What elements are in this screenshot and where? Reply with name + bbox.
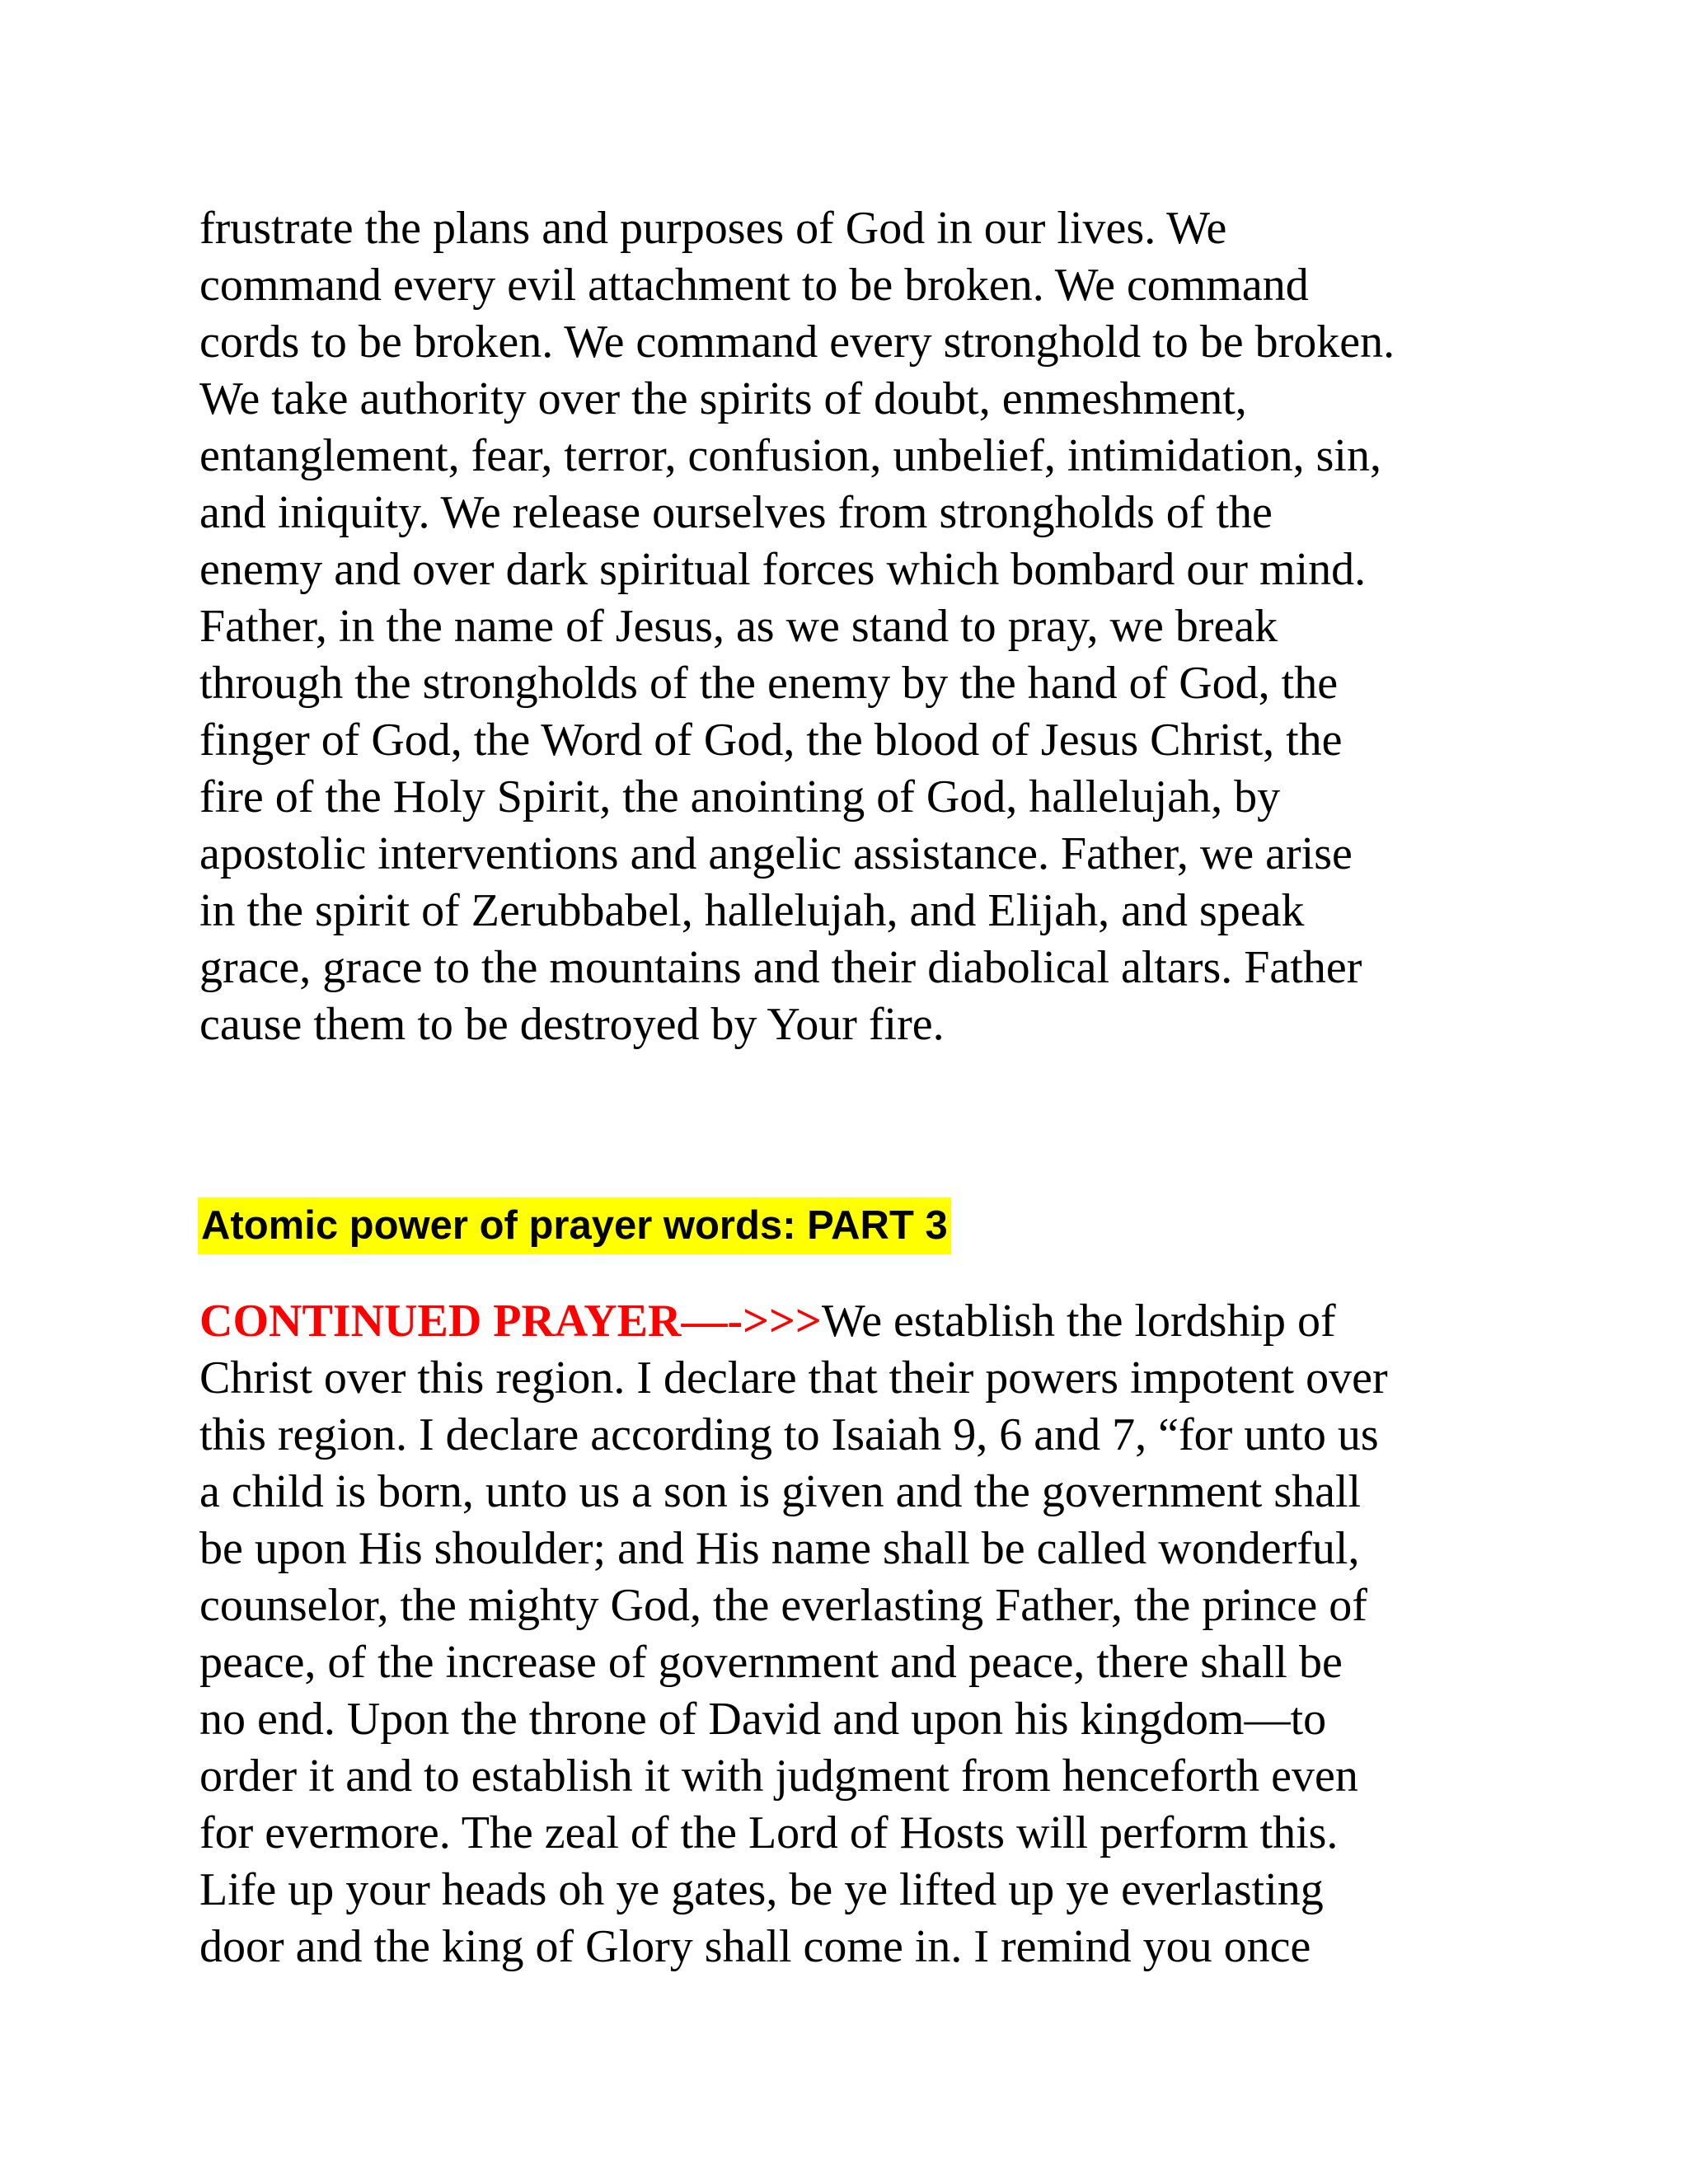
text-line: Life up your heads oh ye gates, be ye lifted up ye everlasting xyxy=(199,1864,1324,1915)
text-line: peace, of the increase of government and peace, there shall be xyxy=(199,1637,1343,1688)
section-heading: Atomic power of prayer words: PART 3 xyxy=(198,1197,951,1254)
text-line-first-rest: We establish the lordship of xyxy=(821,1296,1336,1347)
text-line: Father, in the name of Jesus, as we stand to pray, we break xyxy=(199,601,1278,652)
text-line: grace, grace to the mountains and their diabolical altars. Father xyxy=(199,942,1362,993)
text-line: counselor, the mighty God, the everlasting Father, the prince of xyxy=(199,1580,1367,1631)
text-line: in the spirit of Zerubbabel, hallelujah, and Elijah, and speak xyxy=(199,885,1305,936)
text-line: be upon His shoulder; and His name shall be called wonderful, xyxy=(199,1523,1360,1574)
text-line: frustrate the plans and purposes of God in our lives. We xyxy=(199,203,1227,254)
text-line: entanglement, fear, terror, confusion, unbelief, intimidation, sin, xyxy=(199,430,1381,481)
text-line: apostolic interventions and angelic assistance. Father, we arise xyxy=(199,828,1353,879)
text-line: for evermore. The zeal of the Lord of Hosts will perform this. xyxy=(199,1807,1339,1858)
text-line: and iniquity. We release ourselves from strongholds of the xyxy=(199,487,1273,538)
text-line: order it and to establish it with judgment from henceforth even xyxy=(199,1750,1358,1802)
text-line: a child is born, unto us a son is given and the government shall xyxy=(199,1466,1362,1517)
text-line: through the strongholds of the enemy by the hand of God, the xyxy=(199,658,1339,709)
text-line: We take authority over the spirits of doubt, enmeshment, xyxy=(199,373,1247,424)
text-line: cords to be broken. We command every stronghold to be broken. xyxy=(199,316,1395,368)
continued-prayer-label: CONTINUED PRAYER—->>> xyxy=(199,1296,822,1347)
text-line: enemy and over dark spiritual forces which bombard our mind. xyxy=(199,544,1367,595)
text-line-first xyxy=(199,1293,1336,1350)
text-line: command every evil attachment to be broken. We command xyxy=(199,260,1309,311)
text-line: this region. I declare according to Isaiah 9, 6 and 7, “for unto us xyxy=(199,1409,1379,1460)
text-line: finger of God, the Word of God, the blood of Jesus Christ, the xyxy=(199,715,1343,766)
text-line: door and the king of Glory shall come in. I remind you once xyxy=(199,1921,1311,1972)
text-line: no end. Upon the throne of David and upon his kingdom—to xyxy=(199,1694,1327,1745)
text-line: cause them to be destroyed by Your fire. xyxy=(199,999,945,1050)
text-line: Christ over this region. I declare that their powers impotent over xyxy=(199,1352,1388,1404)
text-line: fire of the Holy Spirit, the anointing of God, hallelujah, by xyxy=(199,771,1281,823)
